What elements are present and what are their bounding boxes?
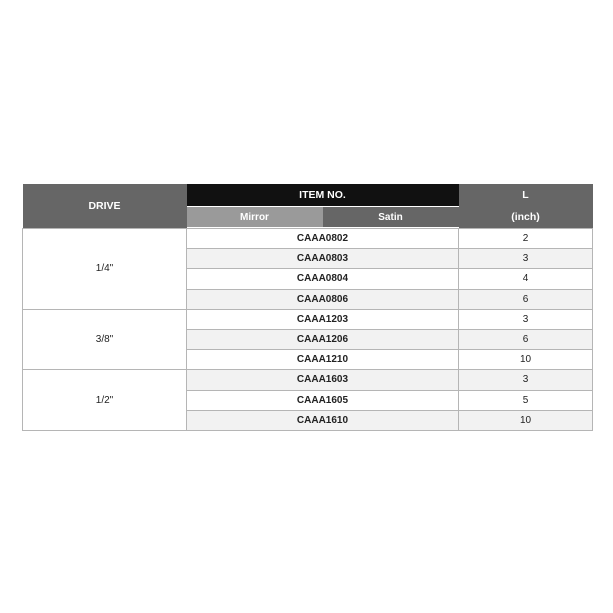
length-value: 6 [459,289,593,309]
item-number: CAAA0803 [187,249,459,269]
header-item-no: ITEM NO. [187,184,459,206]
item-number: CAAA1203 [187,309,459,329]
table-row [23,309,593,329]
item-number: CAAA1605 [187,390,459,410]
length-value: 4 [459,269,593,289]
length-value: 3 [459,249,593,269]
header-length-unit: (inch) [459,206,593,229]
item-number: CAAA0806 [187,289,459,309]
item-number: CAAA1210 [187,350,459,370]
header-mirror: Mirror [187,207,323,227]
drive-size: 1/4" [23,229,187,310]
spec-table [22,184,593,431]
item-number: CAAA0802 [187,229,459,249]
header-finish-split [187,206,459,229]
item-number: CAAA1206 [187,329,459,349]
length-value: 3 [459,370,593,390]
length-value: 10 [459,350,593,370]
item-number: CAAA0804 [187,269,459,289]
header-length: L [459,184,593,206]
length-value: 6 [459,329,593,349]
drive-size: 3/8" [23,309,187,370]
item-number: CAAA1610 [187,410,459,430]
table-row [23,370,593,390]
length-value: 10 [459,410,593,430]
table-row [23,229,593,249]
header-drive: DRIVE [23,184,187,229]
length-value: 3 [459,309,593,329]
drive-size: 1/2" [23,370,187,431]
length-value: 5 [459,390,593,410]
item-number: CAAA1603 [187,370,459,390]
length-value: 2 [459,229,593,249]
spec-table-body [23,229,593,431]
header-satin: Satin [323,207,459,227]
